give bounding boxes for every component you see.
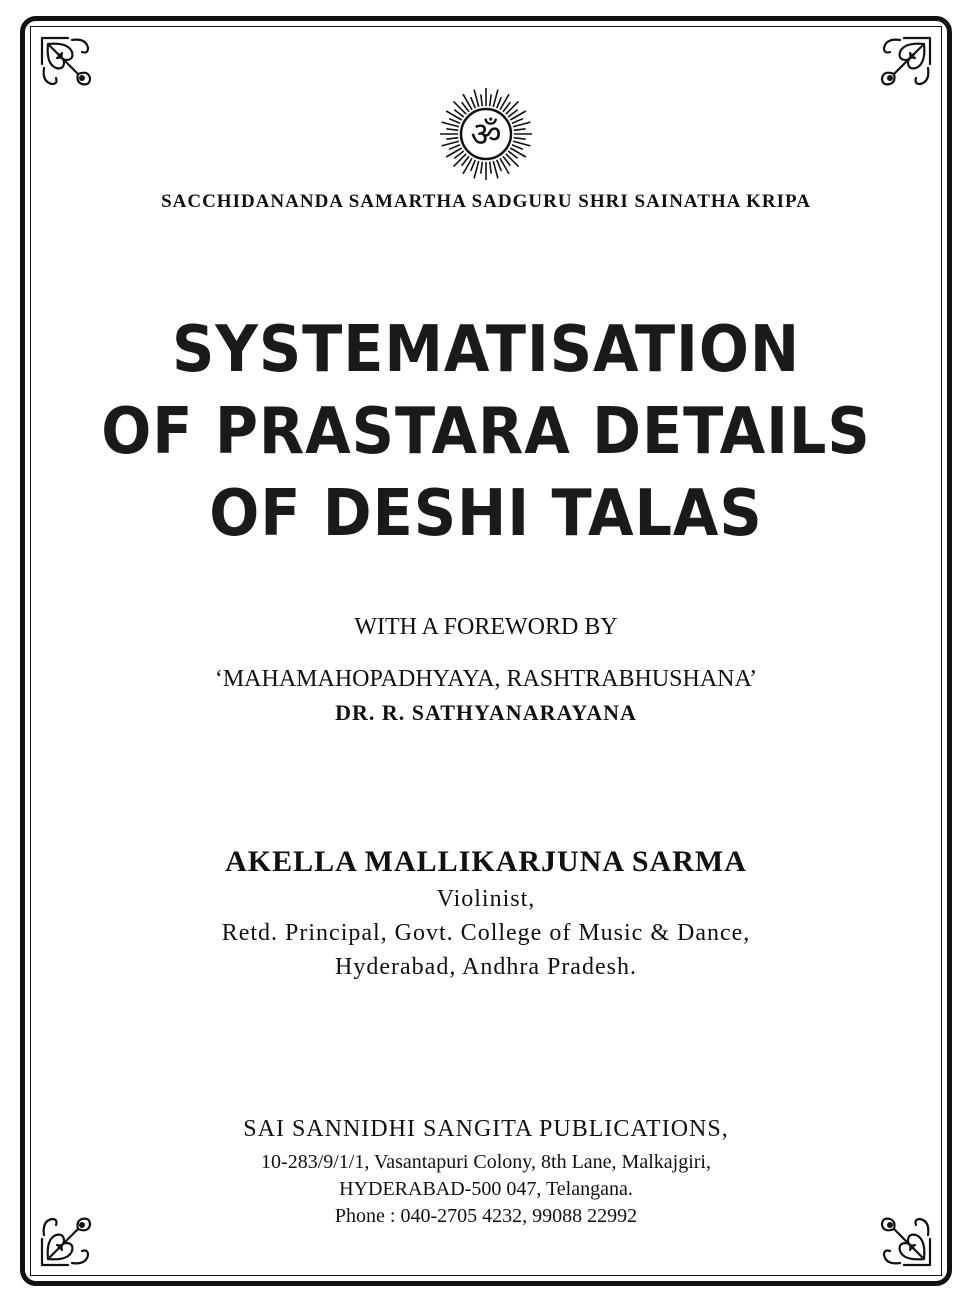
sun-ray bbox=[514, 138, 526, 140]
blessing-line: SACCHIDANANDA SAMARTHA SADGURU SHRI SAINATHA KRIPA bbox=[161, 191, 811, 212]
title-line-1: SYSTEMATISATION bbox=[171, 313, 801, 387]
author-name: AKELLA MALLIKARJUNA SARMA bbox=[225, 845, 747, 878]
sun-ray bbox=[514, 129, 526, 131]
sun-ray bbox=[449, 119, 460, 124]
sun-ray bbox=[512, 145, 523, 150]
corner-ornament-icon bbox=[870, 34, 934, 98]
publisher-phone: Phone : 040-2705 4232, 99088 22992 bbox=[334, 1205, 638, 1227]
publisher-name: SAI SANNIDHI SANGITA PUBLICATIONS, bbox=[243, 1116, 729, 1142]
sun-ray bbox=[471, 160, 476, 171]
corner-ornament-icon bbox=[38, 34, 102, 98]
sun-ray bbox=[446, 138, 458, 140]
author-role: Violinist, bbox=[436, 886, 536, 912]
sun-ray bbox=[463, 94, 472, 110]
sun-ray bbox=[506, 154, 519, 167]
sun-ray bbox=[500, 94, 509, 110]
sun-ray bbox=[446, 129, 458, 131]
sun-ray bbox=[493, 90, 498, 107]
sun-ray bbox=[500, 158, 509, 174]
sun-ray bbox=[453, 101, 466, 114]
svg-text:ॐ: ॐ bbox=[470, 115, 502, 155]
sun-ray bbox=[510, 111, 526, 120]
sun-ray bbox=[446, 148, 462, 157]
author-position: Retd. Principal, Govt. College of Music & Dance, bbox=[221, 920, 751, 946]
sun-ray bbox=[481, 94, 483, 106]
sun-ray bbox=[471, 97, 476, 108]
sun-ray bbox=[463, 158, 472, 174]
sun-ray bbox=[510, 148, 526, 157]
sun-ray bbox=[474, 161, 479, 178]
sun-ray bbox=[493, 161, 498, 178]
sun-ray bbox=[490, 162, 492, 174]
foreword-label: WITH A FOREWORD BY bbox=[354, 614, 618, 640]
sun-ray bbox=[442, 141, 459, 146]
sun-ray bbox=[513, 122, 530, 127]
foreword-honorific: ‘MAHAMAHOPADHYAYA, RASHTRABHUSHANA’ bbox=[214, 666, 758, 692]
sun-ray bbox=[481, 162, 483, 174]
sun-ray bbox=[446, 111, 462, 120]
publisher-address-2: HYDERABAD-500 047, Telangana. bbox=[339, 1178, 633, 1200]
foreword-name: DR. R. SATHYANARAYANA bbox=[335, 700, 637, 725]
inner-border bbox=[30, 26, 942, 1276]
om-sunburst-icon bbox=[436, 86, 536, 182]
title-line-3: OF DESHI TALAS bbox=[209, 477, 763, 551]
sun-ray bbox=[497, 160, 502, 171]
sun-ray bbox=[442, 122, 459, 127]
author-location: Hyderabad, Andhra Pradesh. bbox=[335, 954, 637, 980]
sun-ray bbox=[490, 94, 492, 106]
sun-ray bbox=[449, 145, 460, 150]
publisher-address-1: 10-283/9/1/1, Vasantapuri Colony, 8th Lane, Malkajgiri, bbox=[261, 1151, 711, 1173]
sun-ray bbox=[497, 97, 502, 108]
sun-ray bbox=[453, 154, 466, 167]
sun-ray bbox=[506, 101, 519, 114]
sun-ray bbox=[474, 90, 479, 107]
title-line-2: OF PRASTARA DETAILS bbox=[101, 395, 871, 469]
sun-ray bbox=[513, 141, 530, 146]
sun-ray bbox=[512, 119, 523, 124]
